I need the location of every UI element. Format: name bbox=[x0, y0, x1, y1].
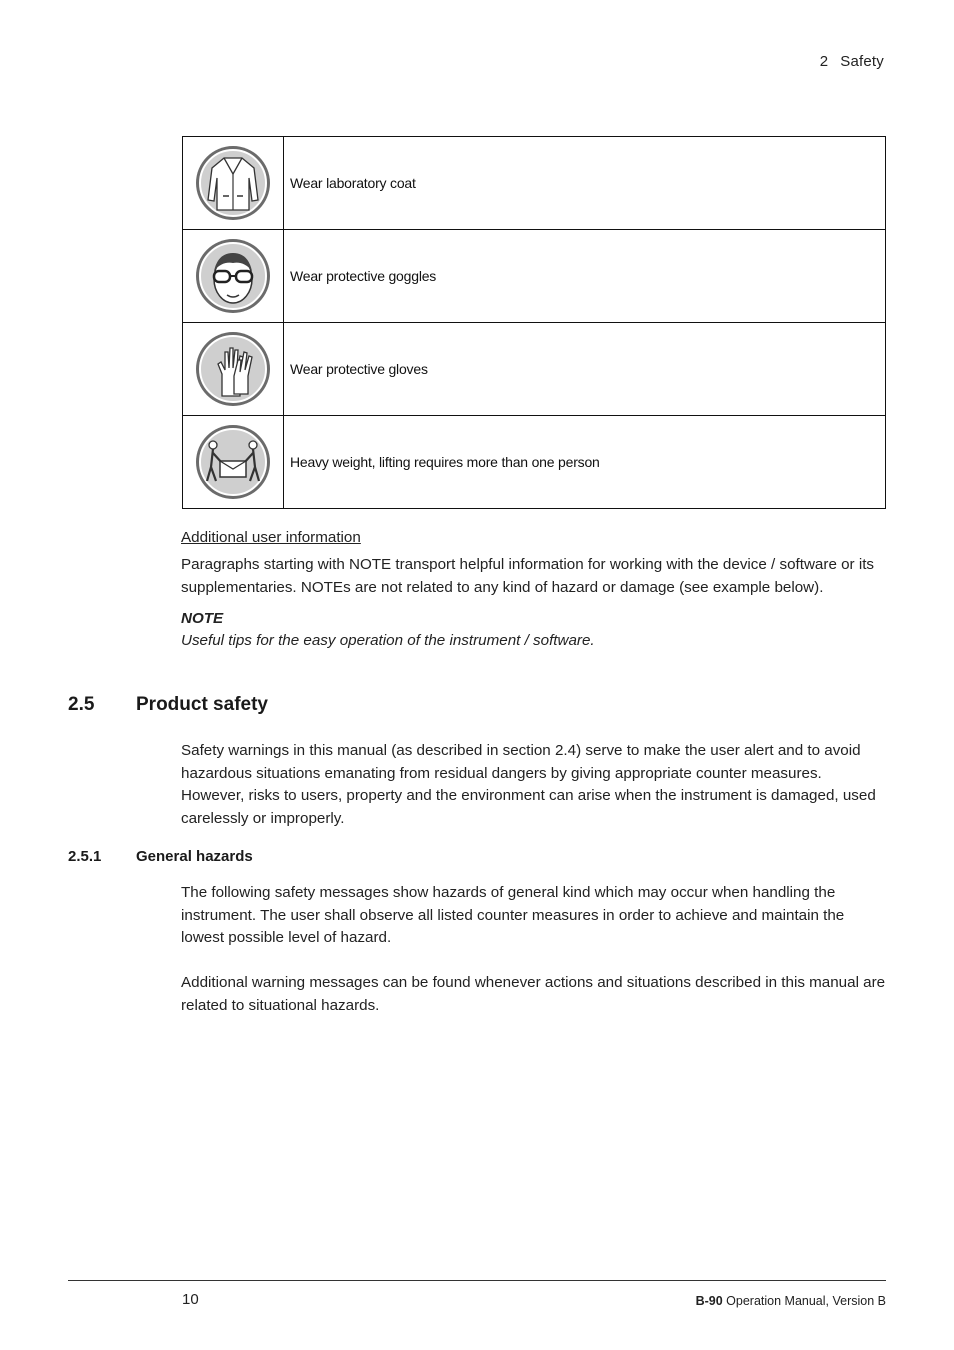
pictogram-label: Wear protective goggles bbox=[284, 230, 886, 323]
two-person-lift-icon bbox=[183, 423, 283, 501]
subsection-title: General hazards bbox=[136, 848, 253, 865]
additional-info-heading: Additional user information bbox=[181, 529, 361, 546]
goggles-icon bbox=[183, 237, 283, 315]
chapter-number: 2 bbox=[819, 53, 829, 70]
footer-divider bbox=[68, 1280, 886, 1281]
running-header bbox=[820, 53, 884, 70]
page-number: 10 bbox=[182, 1291, 199, 1308]
pictogram-row bbox=[183, 137, 886, 230]
pictogram-label: Wear laboratory coat bbox=[284, 137, 886, 230]
section-title: Product safety bbox=[136, 694, 268, 715]
pictogram-table bbox=[182, 136, 886, 509]
additional-info-paragraph: Paragraphs starting with NOTE transport helpful information for working with the device / software or its supplementaries. NOTEs are not related to any kind of hazard or damage (see example below). bbox=[181, 556, 875, 596]
subsection-paragraph-1: The following safety messages show hazards of general kind which may occur when handling the instrument. The user shall observe all listed counter measures in order to achieve and maintain the lowest possible level of hazard. bbox=[181, 884, 845, 946]
model-name: B-90 bbox=[695, 1294, 723, 1308]
footer-document-title bbox=[696, 1294, 886, 1308]
pictogram-row bbox=[183, 323, 886, 416]
note-title: NOTE bbox=[181, 610, 224, 627]
section-number: 2.5 bbox=[68, 694, 95, 715]
pictogram-row bbox=[183, 230, 886, 323]
subsection-number: 2.5.1 bbox=[68, 848, 102, 865]
lab-coat-icon bbox=[183, 144, 283, 222]
pictogram-label: Heavy weight, lifting requires more than one person bbox=[284, 416, 886, 509]
section-paragraph: Safety warnings in this manual (as described in section 2.4) serve to make the user alert and to avoid hazardous situations emanating from residual dangers by giving appropriate counter measures. However, risks to users, property and the environment can arise when the instrument is damaged, used carelessly or improperly. bbox=[181, 742, 876, 827]
pictogram-row bbox=[183, 416, 886, 509]
doc-title: Operation Manual, Version B bbox=[722, 1294, 886, 1308]
gloves-icon bbox=[183, 330, 283, 408]
note-body: Useful tips for the easy operation of the instrument / software. bbox=[181, 632, 595, 649]
subsection-paragraph-2: Additional warning messages can be found whenever actions and situations described in this manual are related to situational hazards. bbox=[181, 974, 886, 1014]
pictogram-label: Wear protective gloves bbox=[284, 323, 886, 416]
chapter-title: Safety bbox=[840, 53, 884, 70]
